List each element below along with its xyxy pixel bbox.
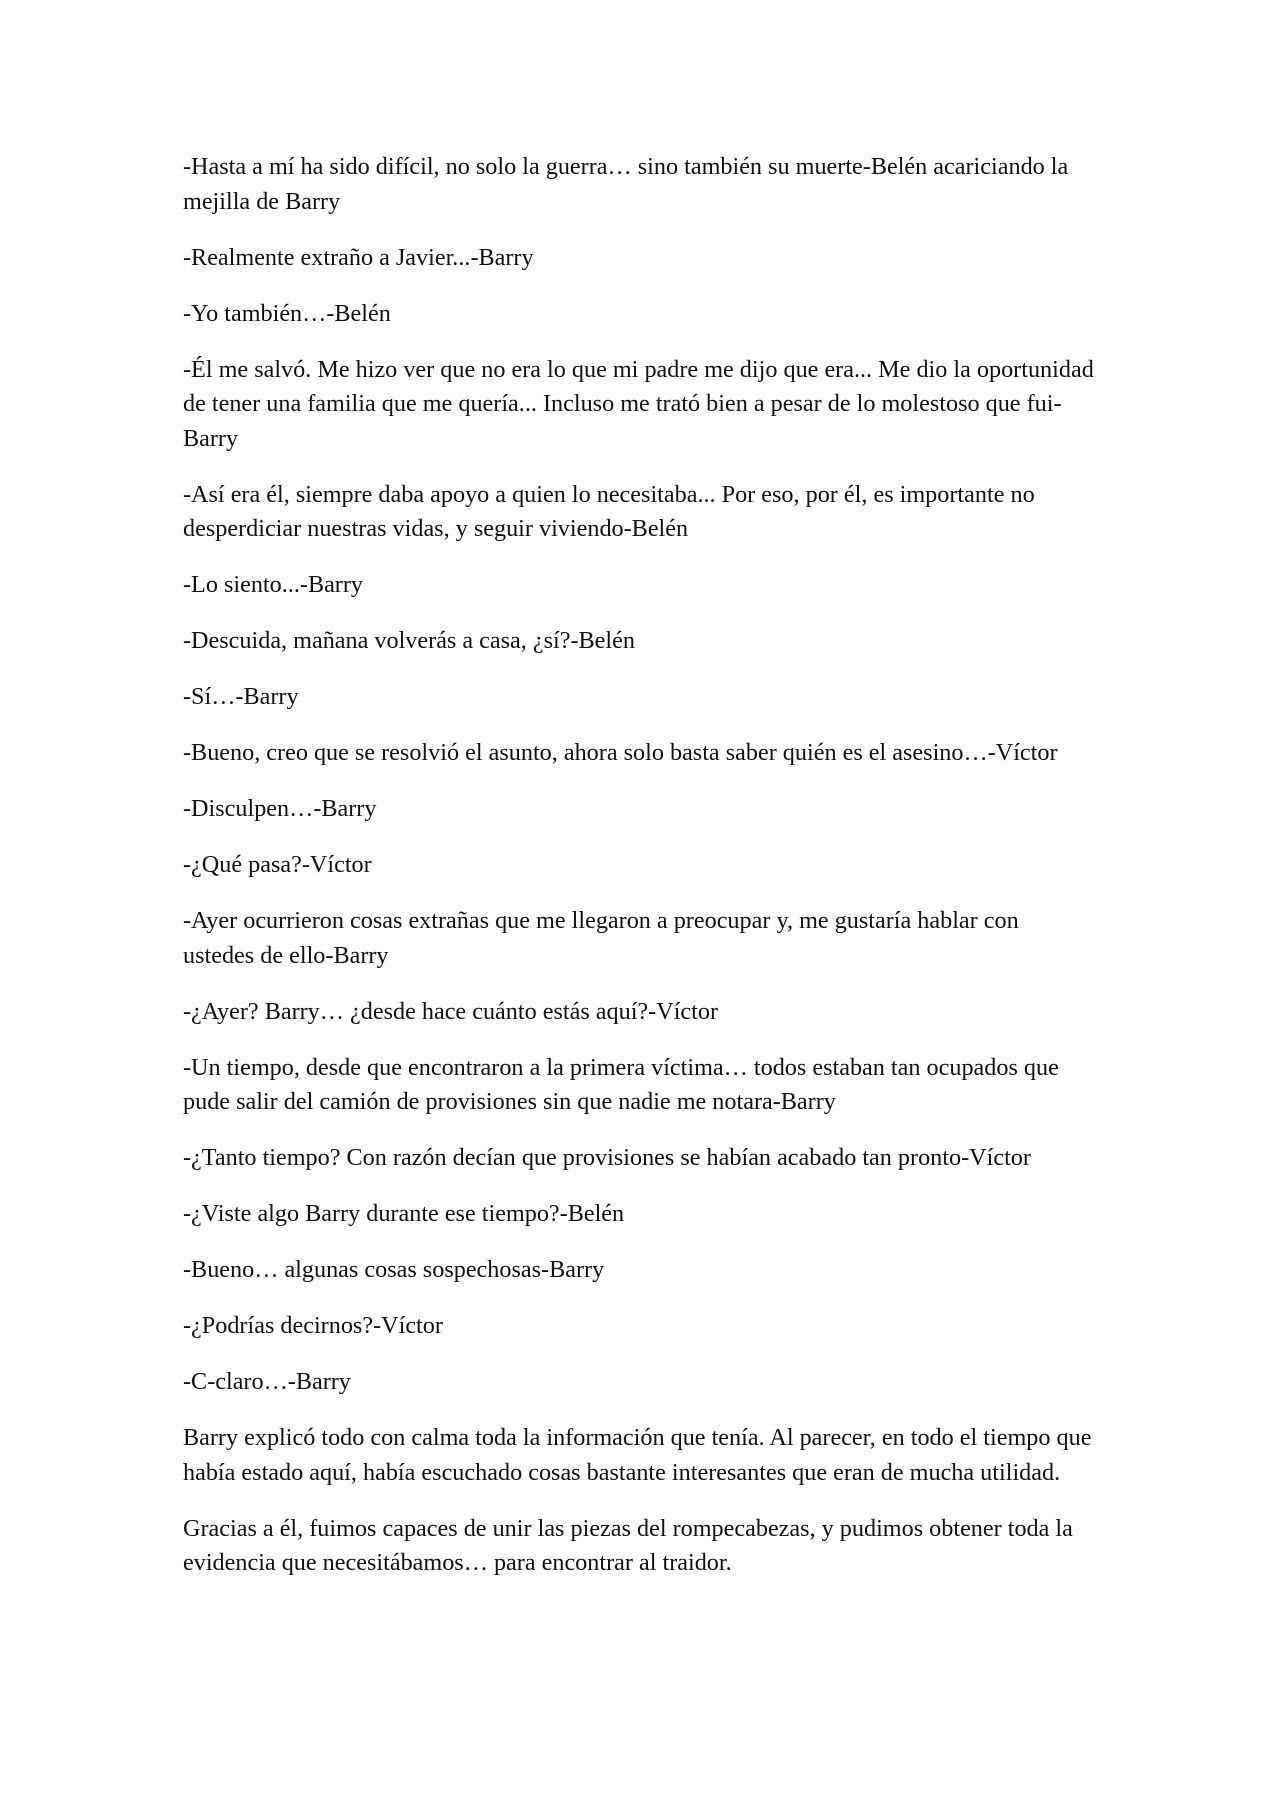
dialogue-paragraph: -Sí…-Barry (183, 683, 299, 710)
dialogue-paragraph: -Hasta a mí ha sido difícil, no solo la guerra… sino también su muerte-Belén acariciando la mejilla de Barry (183, 153, 1069, 215)
dialogue-paragraph: -Bueno, creo que se resolvió el asunto, ahora solo basta saber quién es el asesino…-Víctor (183, 739, 1058, 766)
dialogue-paragraph: -Disculpen…-Barry (183, 795, 377, 822)
narration-paragraph: Barry explicó todo con calma toda la información que tenía. Al parecer, en todo el tiempo que había estado aquí, había escuchado cosas bastante interesantes que eran de mucha utilidad. (183, 1424, 1092, 1486)
dialogue-paragraph: -¿Qué pasa?-Víctor (183, 851, 372, 878)
dialogue-paragraph: -Bueno… algunas cosas sospechosas-Barry (183, 1256, 605, 1283)
dialogue-paragraph: -Lo siento...-Barry (183, 571, 364, 598)
dialogue-paragraph: -Realmente extraño a Javier...-Barry (183, 243, 534, 271)
dialogue-paragraph: -Yo también…-Belén (183, 299, 391, 327)
dialogue-paragraph: -Un tiempo, desde que encontraron a la primera víctima… todos estaban tan ocupados que pude salir del camión de provisiones sin que nadie me notara-Barry (183, 1053, 1059, 1115)
dialogue-paragraph: -¿Podrías decirnos?-Víctor (183, 1312, 443, 1339)
dialogue-paragraph: -Ayer ocurrieron cosas extrañas que me llegaron a preocupar y, me gustaría hablar con ustedes de ello-Barry (183, 907, 1019, 969)
dialogue-paragraph: -C-claro…-Barry (183, 1368, 351, 1395)
dialogue-paragraph: -¿Tanto tiempo? Con razón decían que provisiones se habían acabado tan pronto-Víctor (183, 1144, 1031, 1171)
dialogue-paragraph: -¿Ayer? Barry… ¿desde hace cuánto estás aquí?-Víctor (183, 997, 719, 1025)
dialogue-paragraph: -Descuida, mañana volverás a casa, ¿sí?-Belén (183, 627, 635, 654)
dialogue-paragraph: -¿Viste algo Barry durante ese tiempo?-Belén (183, 1200, 625, 1227)
document-page (183, 150, 1095, 1602)
narration-paragraph: Gracias a él, fuimos capaces de unir las piezas del rompecabezas, y pudimos obtener toda la evidencia que necesitábamos… para encontrar al traidor. (183, 1514, 1073, 1576)
dialogue-paragraph: -Él me salvó. Me hizo ver que no era lo que mi padre me dijo que era... Me dio la oportunidad de tener una familia que me quería... Incluso me trató bien a pesar de lo molestoso que fui-Barry (183, 355, 1094, 452)
dialogue-paragraph: -Así era él, siempre daba apoyo a quien lo necesitaba... Por eso, por él, es importante no desperdiciar nuestras vidas, y seguir viviendo-Belén (183, 480, 1035, 542)
